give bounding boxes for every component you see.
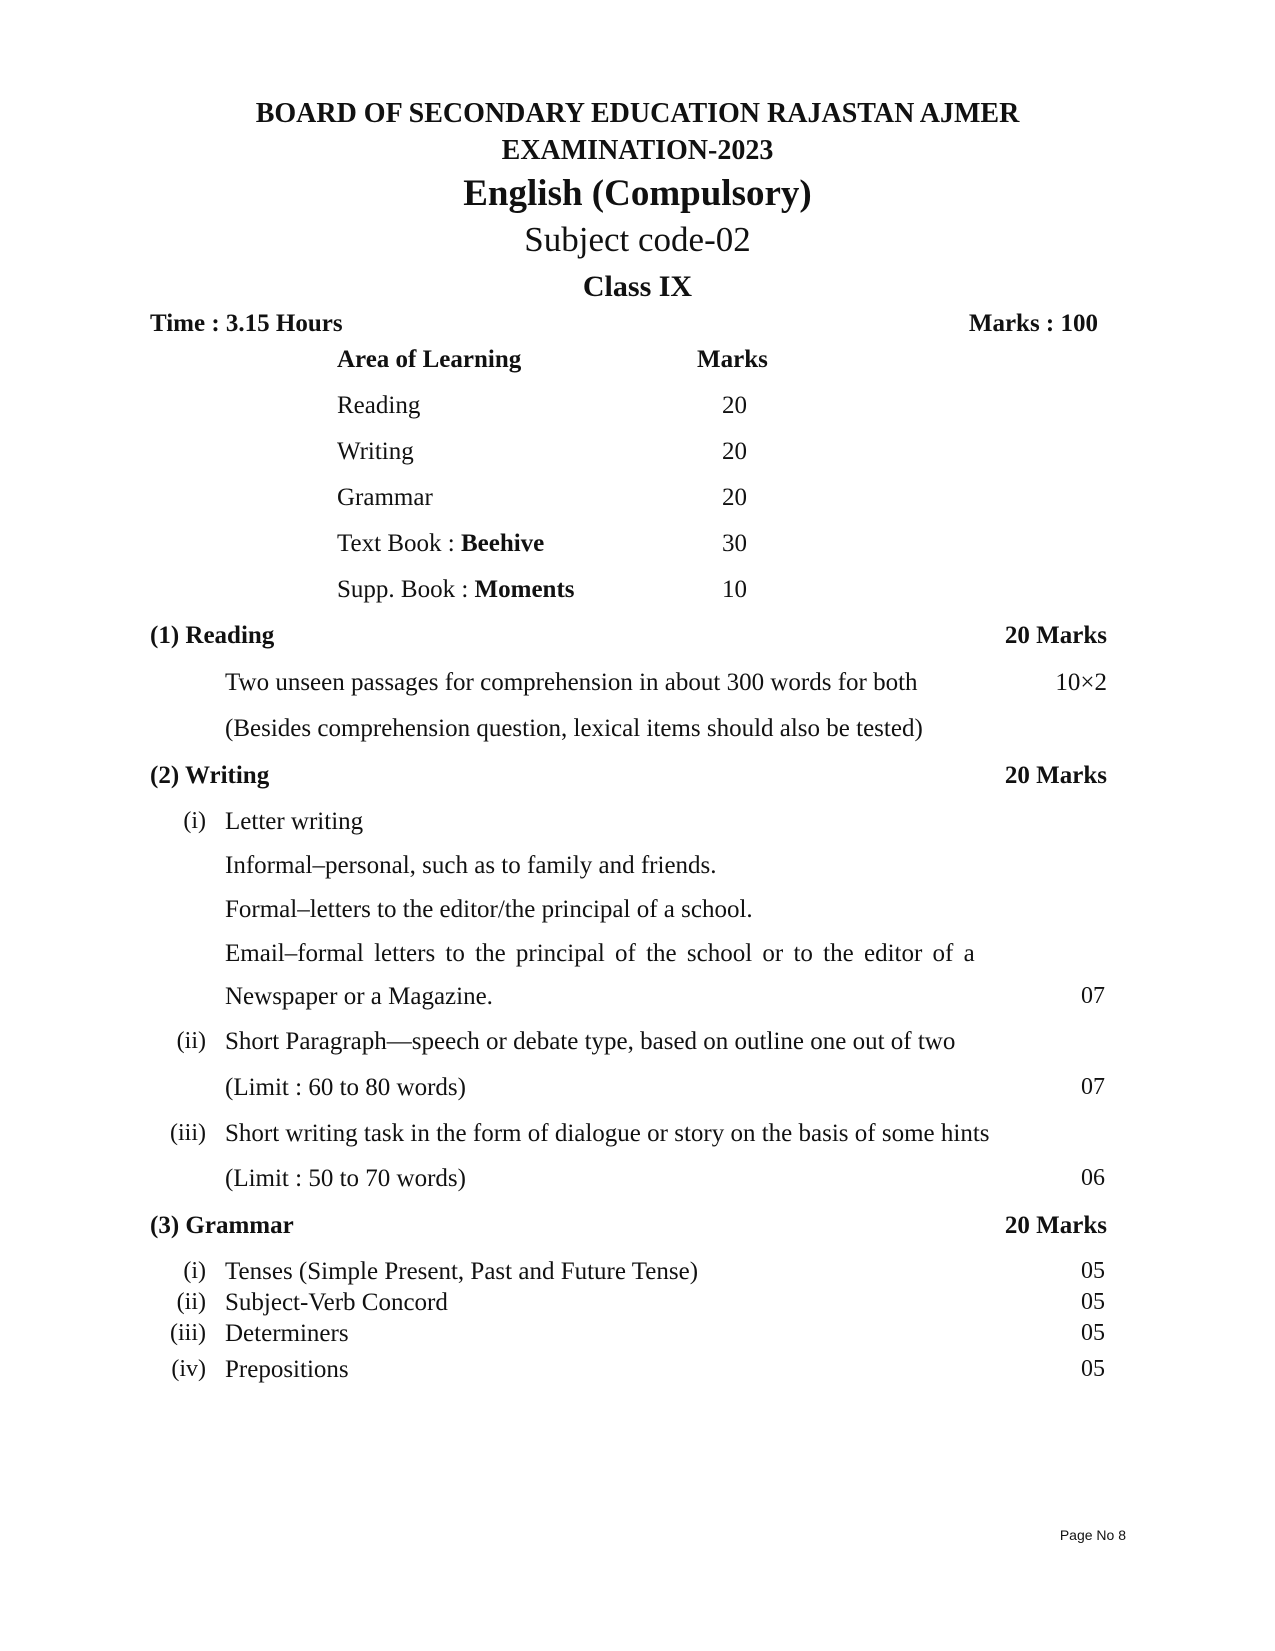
table-row: Grammar — [337, 484, 433, 511]
letter-writing-title: Letter writing — [225, 808, 364, 835]
total-marks: Marks : 100 — [968, 310, 1098, 337]
letter-informal: Informal–personal, such as to family and friends. — [225, 852, 717, 879]
paragraph-task: Short Paragraph—speech or debate type, based on outline one out of two — [225, 1028, 956, 1055]
paragraph-limit: (Limit : 60 to 80 words) — [225, 1074, 466, 1101]
reading-heading: (1) Reading — [150, 622, 275, 649]
writing-marks: 20 Marks — [1004, 762, 1107, 789]
letter-email: Email–formal letters to the principal of the school or to the editor of a — [225, 940, 975, 967]
item-number: (iii) — [170, 1120, 206, 1146]
row-marks: 20 — [722, 392, 747, 419]
list-item: Subject-Verb Concord — [225, 1289, 448, 1316]
row-marks: 20 — [722, 484, 747, 511]
letter-formal: Formal–letters to the editor/the principal of a school. — [225, 896, 753, 923]
item-number: (i) — [183, 808, 206, 834]
exam-title: EXAMINATION-2023 — [501, 135, 774, 166]
col-header-marks: Marks — [697, 346, 768, 373]
list-item: Determiners — [225, 1320, 349, 1347]
reading-line-1-marks: 10×2 — [1055, 669, 1107, 696]
row-marks: 30 — [722, 530, 747, 557]
paragraph-marks: 07 — [1081, 1074, 1105, 1100]
board-title: BOARD OF SECONDARY EDUCATION RAJASTAN AJMER — [255, 98, 1020, 129]
item-number: (i) — [183, 1258, 206, 1284]
table-row: Writing — [337, 438, 414, 465]
table-row: Reading — [337, 392, 421, 419]
short-writing-limit: (Limit : 50 to 70 words) — [225, 1165, 466, 1192]
item-marks: 05 — [1081, 1320, 1105, 1346]
short-writing-marks: 06 — [1081, 1165, 1105, 1191]
reading-marks: 20 Marks — [1004, 622, 1107, 649]
class-title: Class IX — [582, 270, 693, 303]
table-row: Supp. Book : Moments — [337, 576, 575, 603]
row-marks: 20 — [722, 438, 747, 465]
item-marks: 05 — [1081, 1258, 1105, 1284]
list-item: Tenses (Simple Present, Past and Future Tense) — [225, 1258, 699, 1285]
item-number: (iv) — [171, 1356, 206, 1382]
reading-line-2: (Besides comprehension question, lexical items should also be tested) — [225, 715, 923, 742]
item-marks: 05 — [1081, 1289, 1105, 1315]
grammar-marks: 20 Marks — [1004, 1212, 1107, 1239]
subject-title: English (Compulsory) — [463, 173, 812, 214]
item-number: (ii) — [176, 1028, 206, 1054]
item-marks: 05 — [1081, 1356, 1105, 1382]
item-number: (ii) — [176, 1289, 206, 1315]
grammar-heading: (3) Grammar — [150, 1212, 294, 1239]
col-header-area: Area of Learning — [337, 346, 522, 373]
letter-marks: 07 — [1081, 983, 1105, 1009]
page-number: Page No 8 — [1059, 1527, 1126, 1543]
short-writing-task: Short writing task in the form of dialogue or story on the basis of some hints — [225, 1120, 990, 1147]
time-label: Time : 3.15 Hours — [150, 310, 343, 337]
reading-line-1: Two unseen passages for comprehension in about 300 words for both — [225, 669, 918, 696]
table-row: Text Book : Beehive — [337, 530, 545, 557]
letter-email-cont: Newspaper or a Magazine. — [225, 983, 493, 1010]
row-marks: 10 — [722, 576, 747, 603]
list-item: Prepositions — [225, 1356, 349, 1383]
writing-heading: (2) Writing — [150, 762, 270, 789]
subject-code: Subject code-02 — [524, 220, 751, 259]
item-number: (iii) — [170, 1320, 206, 1346]
